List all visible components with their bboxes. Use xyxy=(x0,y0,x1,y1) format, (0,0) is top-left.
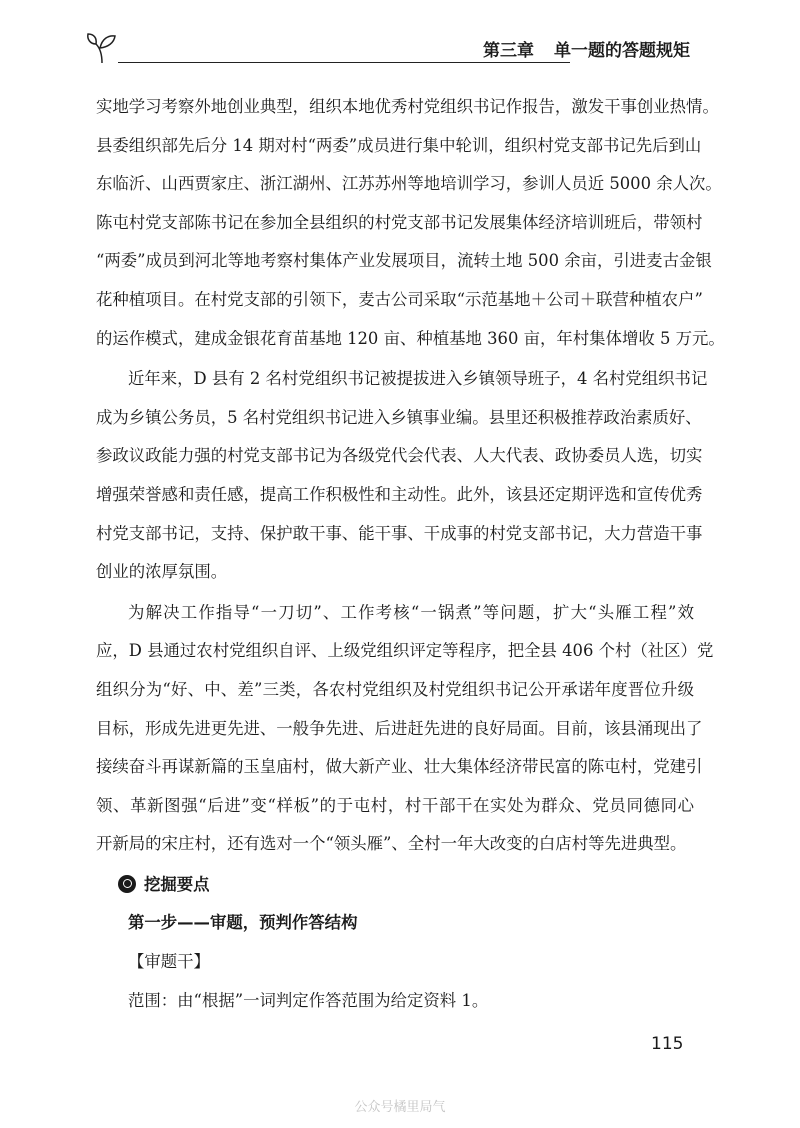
header-rule xyxy=(118,62,570,63)
text-line: 应，D 县通过农村党组织自评、上级党组织评定等程序，把全县 406 个村（社区）党 xyxy=(96,641,714,661)
text-line: 花种植项目。在村党支部的引领下，麦古公司采取“示范基地＋公司＋联营种植农户” xyxy=(96,289,703,309)
text-line: 实地学习考察外地创业典型，组织本地优秀村党组织书记作报告，激发干事创业热情。 xyxy=(96,97,719,116)
section-heading xyxy=(96,866,694,905)
text-line: 东临沂、山西贾家庄、浙江湖州、江苏苏州等地培训学习，参训人员近 5000 余人次。 xyxy=(96,174,722,194)
page-number: 115 xyxy=(651,1034,684,1054)
sprout-icon xyxy=(86,28,120,64)
step-heading: 第一步——审题，预判作答结构 xyxy=(128,913,358,933)
running-header xyxy=(86,22,690,62)
text-line: 成为乡镇公务员，5 名村党组织书记进入乡镇事业编。县里还积极推荐政治素质好、 xyxy=(96,407,702,427)
text-line: 县委组织部先后分 14 期对村“两委”成员进行集中轮训，组织村党支部书记先后到山 xyxy=(96,135,702,155)
text-line: 开新局的宋庄村，还有选对一个“领头雁”、全村一年大改变的白店村等先进典型。 xyxy=(96,834,687,854)
text-line: 参政议政能力强的村党支部书记为各级党代会代表、人大代表、政协委员人选，切实 xyxy=(96,446,703,466)
text-line: 目标，形成先进更先进、一般争先进、后进赶先进的良好局面。目前，该县涌现出了 xyxy=(96,718,703,738)
scope-line: 范围：由“根据”一词判定作答范围为给定资料 1。 xyxy=(128,990,489,1010)
chapter-title xyxy=(483,36,690,61)
text-line: 陈屯村党支部陈书记在参加全县组织的村党支部书记发展集体经济培训班后，带领村 xyxy=(96,212,703,232)
paragraph-3 xyxy=(96,594,714,864)
paragraph-2 xyxy=(96,360,708,592)
chapter-label: 第三章 xyxy=(483,41,534,61)
section-heading-text: 挖掘要点 xyxy=(144,874,210,894)
text-line: 近年来，D 县有 2 名村党组织书记被提拔进入乡镇领导班子，4 名村党组织书记 xyxy=(128,369,708,389)
text-line: “两委”成员到河北等地考察村集体产业发展项目，流转土地 500 余亩，引进麦古金银 xyxy=(96,251,712,271)
bracket-label: 【审题干】 xyxy=(128,952,210,972)
text-line: 创业的浓厚氛围。 xyxy=(96,562,228,582)
text-line: 为解决工作指导“一刀切”、工作考核“一锅煮”等问题，扩大“头雁工程”效 xyxy=(128,602,694,622)
paragraph-1 xyxy=(96,88,725,358)
text-line: 组织分为“好、中、差”三类，各农村党组织及村党组织书记公开承诺年度晋位升级 xyxy=(96,679,694,699)
chapter-name: 单一题的答题规矩 xyxy=(554,41,690,61)
bulb-icon xyxy=(118,875,136,893)
text-line: 领、革新图强“后进”变“样板”的于屯村，村干部干在实处为群众、党员同德同心 xyxy=(96,795,694,815)
text-line: 村党支部书记，支持、保护敢干事、能干事、干成事的村党支部书记，大力营造干事 xyxy=(96,523,703,543)
text-line: 接续奋斗再谋新篇的玉皇庙村，做大新产业、壮大集体经济带民富的陈屯村，党建引 xyxy=(96,757,703,777)
text-line: 增强荣誉感和责任感，提高工作积极性和主动性。此外，该县还定期评选和宣传优秀 xyxy=(96,484,703,504)
watermark: 公众号橘里局气 xyxy=(354,1100,446,1115)
text-line: 的运作模式，建成金银花育苗基地 120 亩、种植基地 360 亩，年村集体增收 5 万元。 xyxy=(96,328,725,348)
page-body xyxy=(96,88,725,1020)
